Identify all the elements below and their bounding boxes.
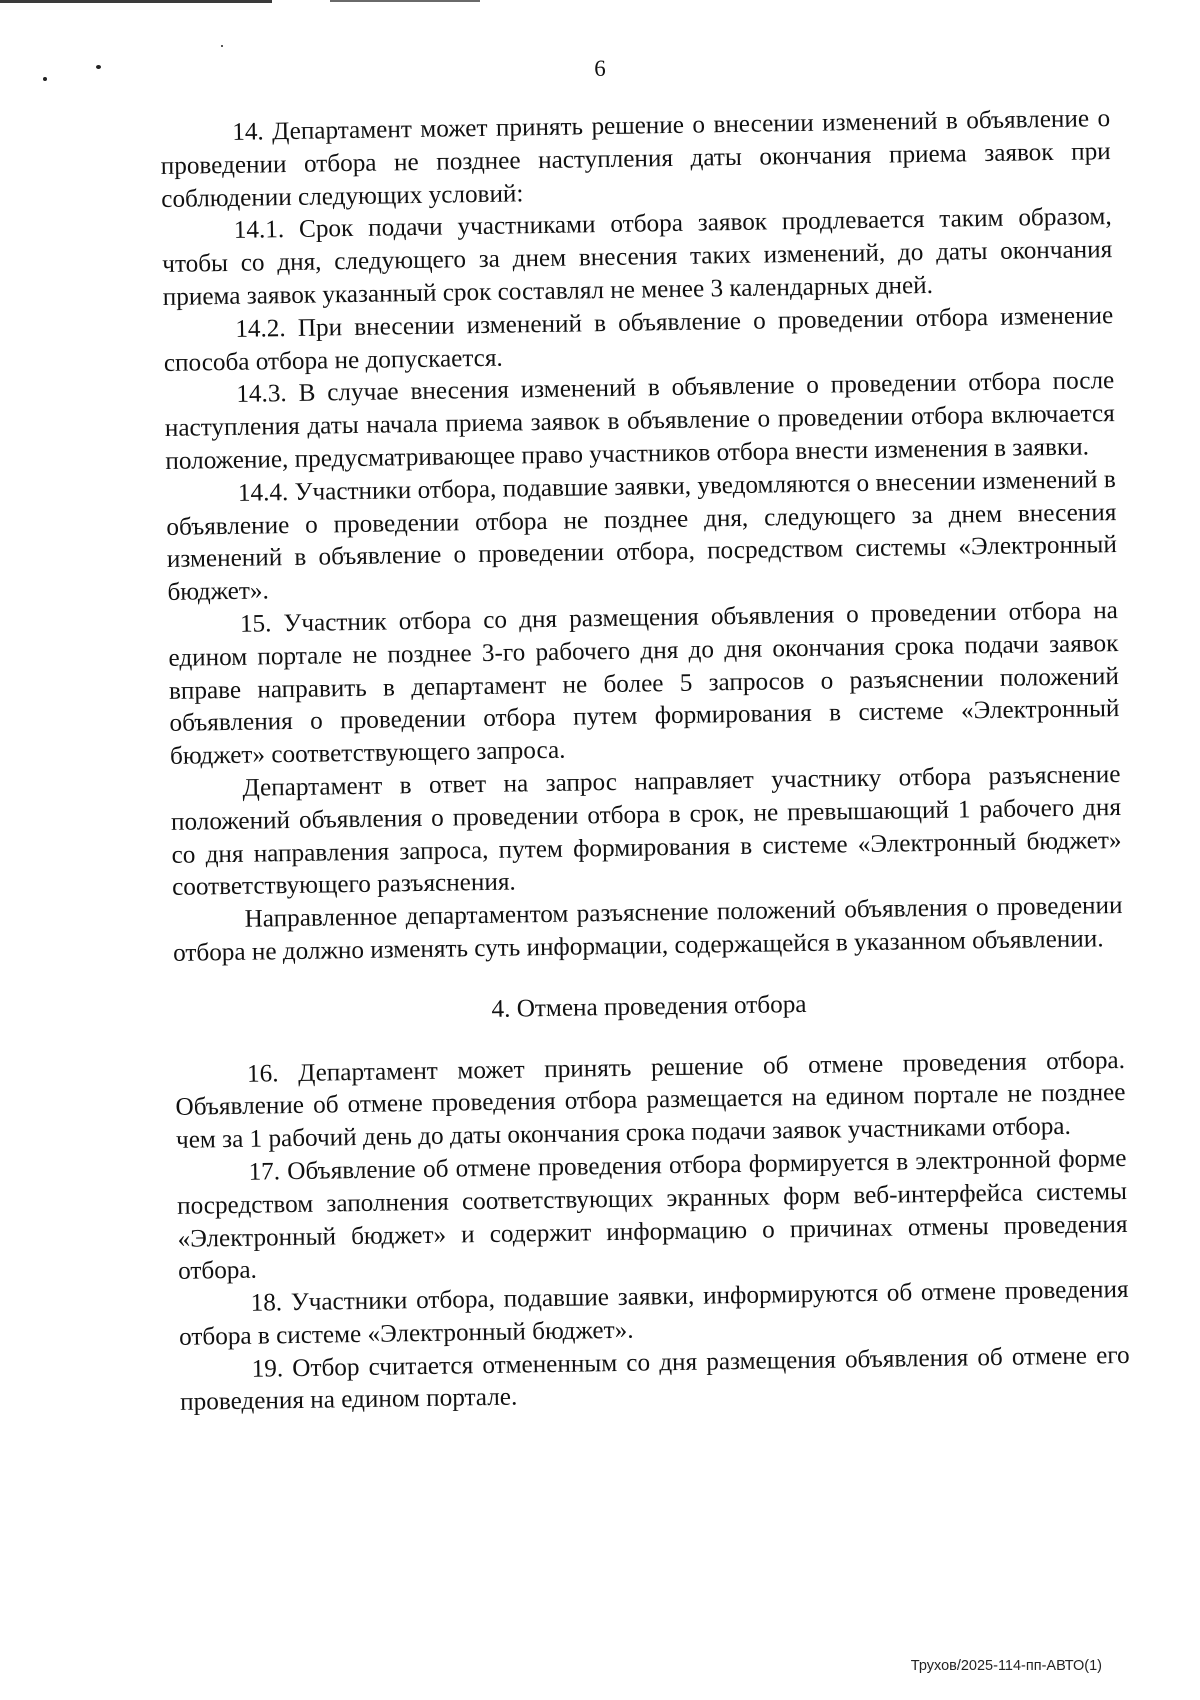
paragraph: 17. Объявление об отмене проведения отбора формируется в электронной форме посредством заполнения соответствующих экранных форм веб-интерфейса системы «Электронный бюджет» и содержит информацию о причинах отмены проведения отбора. [176, 1144, 1128, 1286]
paragraph: 14.3. В случае внесения изменений в объявление о проведении отбора после наступления даты начала приема заявок в объявление о проведении отбора включается положение, предусматривающее право участников отбора внести изменения в заявки. [164, 367, 1115, 475]
paragraph: 14.2. При внесении изменений в объявление о проведении отбора изменение способа отбора не допускается. [163, 301, 1114, 377]
paragraph: Направленное департаментом разъяснение положений объявления о проведении отбора не должно изменять суть информации, содержащейся в указанном объявлении. [172, 892, 1123, 967]
page-number: 6 [594, 56, 606, 81]
paragraph: 14.4. Участники отбора, подавшие заявки, уведомляются о внесении изменений в объявление о проведении отбора не позднее дня, следующего за днем внесения изменений в объявление о проведении отбора, посредством системы «Электронный бюджет». [166, 465, 1118, 607]
paragraph: Департамент в ответ на запрос направляет участнику отбора разъяснение положений объявления о проведении отбора в срок, не превышающий 1 рабочего дня со дня направления запроса, путем формирования в системе «Электронный бюджет» соответствующего разъяснения. [170, 760, 1122, 902]
document-body [160, 103, 1130, 1420]
section-heading: 4. Отмена проведения отбора [491, 990, 807, 1023]
scan-edge-line [330, 0, 480, 2]
paragraph: 14. Департамент может принять решение о внесении изменений в объявление о проведении отбора не позднее наступления даты окончания приема заявок при соблюдении следующих условий: [160, 105, 1111, 213]
paragraph: 15. Участник отбора со дня размещения объявления о проведении отбора на едином портале не позднее 3-го рабочего дня до дня окончания срока подачи заявок вправе направить в департамент не более 5 запросов о разъяснении положений объявления о проведении отбора путем формирования в системе «Электронный бюджет» соответствующего запроса. [168, 596, 1120, 771]
scan-speck [221, 45, 223, 47]
paragraph: 19. Отбор считается отмененным со дня размещения объявления об отмене его проведения на едином портале. [179, 1341, 1130, 1417]
paragraph: 14.1. Срок подачи участниками отбора заявок продлевается таким образом, чтобы со дня, следующего за днем внесения таких изменений, до даты окончания приема заявок указанный срок составлял не менее 3 календарных дней. [162, 203, 1113, 311]
paragraph: 18. Участники отбора, подавшие заявки, информируются об отмене проведения отбора в системе «Электронный бюджет». [178, 1276, 1129, 1351]
paragraph: 16. Департамент может принять решение об отмене проведения отбора. Объявление об отмене проведения отбора размещается на едином портале не позднее чем за 1 рабочий день до даты окончания срока подачи заявок участниками отбора. [175, 1046, 1126, 1154]
scan-edge-line [0, 0, 272, 3]
document-code: Трухов/2025-114-пп-АВТО(1) [910, 1658, 1102, 1674]
